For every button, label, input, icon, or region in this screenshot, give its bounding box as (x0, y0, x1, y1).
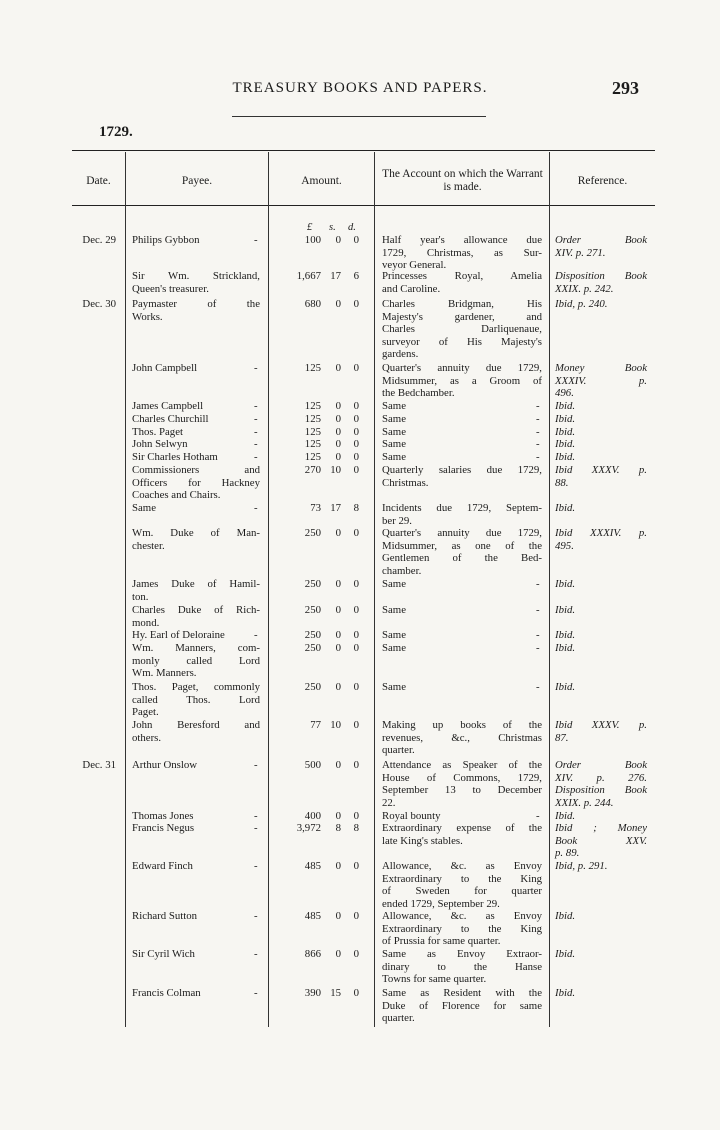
leader-dash: - (536, 451, 540, 463)
amount-pence: 0 (353, 629, 359, 641)
reference-citation: Ibid. (555, 629, 576, 641)
reference-citation: Disposition Book XXIX. p. 242. (555, 270, 647, 295)
amount-pounds: 125 (304, 426, 321, 438)
amount-pounds: 100 (304, 234, 321, 246)
amount-pounds: 73 (310, 502, 321, 514)
payee-name: Thomas Jones (132, 810, 194, 822)
amount-pounds: 125 (304, 362, 321, 374)
reference-citation: Ibid, p. 291. (555, 860, 608, 872)
reference-citation: Ibid. (555, 681, 576, 693)
column-header-account: The Account on which the Warrant is made. (382, 168, 543, 193)
amount-pounds: 400 (304, 810, 321, 822)
amount-pence: 0 (353, 759, 359, 771)
amount-shillings: 0 (335, 426, 341, 438)
leader-dash: - (254, 413, 258, 425)
account-description: Incidents due 1729, Septem- ber 29. (382, 502, 542, 527)
leader-dash: - (254, 438, 258, 450)
account-description: Same (382, 451, 406, 463)
leader-dash: - (254, 822, 258, 834)
amount-pounds: 500 (304, 759, 321, 771)
reference-citation: Ibid. (555, 502, 576, 514)
amount-shillings: 0 (335, 578, 341, 590)
account-description: Same (382, 438, 406, 450)
amount-shillings: 0 (335, 438, 341, 450)
amount-shillings: 8 (335, 822, 341, 834)
leader-dash: - (254, 948, 258, 960)
amount-shillings: 0 (335, 948, 341, 960)
amount-pence: 0 (353, 578, 359, 590)
reference-citation: Order Book XIV. p. 271. (555, 234, 647, 259)
payee-name: John Campbell (132, 362, 198, 374)
payee-name: Philips Gybbon (132, 234, 200, 246)
amount-pounds: 3,972 (296, 822, 321, 834)
leader-dash: - (536, 681, 540, 693)
leader-dash: - (536, 629, 540, 641)
amount-shillings: 0 (335, 681, 341, 693)
leader-dash: - (254, 987, 258, 999)
payee-name: Thos. Paget, commonly called Thos. Lord Paget. (132, 681, 260, 719)
reference-citation: Ibid, p. 240. (555, 298, 608, 310)
leader-dash: - (536, 578, 540, 590)
amount-shillings: 0 (335, 527, 341, 539)
reference-citation: Ibid XXXV. p. 87. (555, 719, 647, 744)
account-description: Charles Bridgman, His Majesty's gardener, and Charles Darliquenaue, surveyor of His Majesty's gardens. (382, 298, 542, 361)
payee-name: John Selwyn (132, 438, 188, 450)
account-description: Same (382, 400, 406, 412)
account-description: Extraordinary expense of the late King's stables. (382, 822, 542, 847)
entry-date: Dec. 31 (82, 759, 116, 771)
payee-name: Charles Duke of Rich- mond. (132, 604, 260, 629)
account-description: Same (382, 629, 406, 641)
payee-name: Hy. Earl of Deloraine (132, 629, 225, 641)
column-header-date: Date. (86, 174, 111, 187)
leader-dash: - (536, 426, 540, 438)
amount-pounds: 485 (304, 910, 321, 922)
leader-dash: - (254, 400, 258, 412)
page-number: 293 (612, 78, 639, 98)
reference-citation: Ibid. (555, 578, 576, 590)
amount-shillings: 0 (335, 234, 341, 246)
unit-shillings: s. (329, 222, 336, 233)
column-rule-2 (268, 152, 269, 1027)
reference-citation: Ibid. (555, 810, 576, 822)
payee-name: Paymaster of the Works. (132, 298, 260, 323)
leader-dash: - (254, 451, 258, 463)
amount-shillings: 0 (335, 642, 341, 654)
amount-pence: 0 (353, 910, 359, 922)
account-description: Quarter's annuity due 1729, Midsummer, as one of the Gentlemen of the Bed- chamber. (382, 527, 542, 577)
amount-pence: 0 (353, 604, 359, 616)
payee-name: Charles Churchill (132, 413, 209, 425)
amount-pence: 0 (353, 681, 359, 693)
amount-pence: 0 (353, 860, 359, 872)
payee-name: Arthur Onslow (132, 759, 198, 771)
column-rule-3 (374, 152, 375, 1027)
account-description: Same (382, 642, 406, 654)
column-header-amount: Amount. (301, 174, 342, 187)
leader-dash: - (536, 400, 540, 412)
amount-pence: 6 (353, 270, 359, 282)
amount-pence: 0 (353, 948, 359, 960)
running-head-title: TREASURY BOOKS AND PAPERS. (232, 80, 488, 96)
amount-pounds: 125 (304, 400, 321, 412)
amount-shillings: 0 (335, 298, 341, 310)
column-header-reference: Reference. (577, 174, 628, 187)
leader-dash: - (254, 810, 258, 822)
leader-dash: - (254, 860, 258, 872)
payee-name: Sir Wm. Strickland, Queen's treasurer. (132, 270, 260, 295)
amount-pence: 0 (353, 464, 359, 476)
amount-pence: 0 (353, 234, 359, 246)
column-rule-4 (549, 152, 550, 1027)
amount-shillings: 0 (335, 604, 341, 616)
column-header-payee: Payee. (181, 174, 213, 187)
amount-shillings: 0 (335, 860, 341, 872)
leader-dash: - (254, 362, 258, 374)
reference-citation: Ibid. (555, 413, 576, 425)
account-description: Same (382, 604, 406, 616)
reference-citation: Money Book XXXIV. p. 496. (555, 362, 647, 400)
account-description: Same (382, 426, 406, 438)
leader-dash: - (536, 438, 540, 450)
amount-pence: 0 (353, 400, 359, 412)
account-description: Quarter's annuity due 1729, Midsummer, as a Groom of the Bedchamber. (382, 362, 542, 400)
payee-name: Wm. Manners, com- monly called Lord Wm. Manners. (132, 642, 260, 680)
payee-name: James Campbell (132, 400, 204, 412)
amount-pounds: 250 (304, 629, 321, 641)
payee-name: Wm. Duke of Man- chester. (132, 527, 260, 552)
amount-pence: 0 (353, 810, 359, 822)
amount-pence: 0 (353, 642, 359, 654)
payee-name: Same (132, 502, 156, 514)
reference-citation: Ibid. (555, 400, 576, 412)
payee-name: Sir Cyril Wich (132, 948, 195, 960)
amount-shillings: 0 (335, 810, 341, 822)
amount-pence: 0 (353, 438, 359, 450)
leader-dash: - (536, 810, 540, 822)
leader-dash: - (536, 642, 540, 654)
amount-pounds: 250 (304, 681, 321, 693)
amount-pence: 0 (353, 298, 359, 310)
amount-shillings: 10 (330, 719, 341, 731)
amount-pounds: 77 (310, 719, 321, 731)
amount-pounds: 250 (304, 604, 321, 616)
amount-pence: 0 (353, 527, 359, 539)
entry-date: Dec. 29 (82, 234, 116, 246)
payee-name: Commissioners and Officers for Hackney Coaches and Chairs. (132, 464, 260, 502)
account-description: Making up books of the revenues, &c., Christmas quarter. (382, 719, 542, 757)
reference-citation: Ibid XXXV. p. 88. (555, 464, 647, 489)
reference-citation: Ibid. (555, 604, 576, 616)
account-description: Allowance, &c. as Envoy Extraordinary to the King of Prussia for same quarter. (382, 910, 542, 948)
year-heading: 1729. (99, 124, 133, 140)
account-description: Royal bounty (382, 810, 441, 822)
header-rule (232, 116, 486, 117)
account-description: Same as Envoy Extraor- dinary to the Hanse Towns for same quarter. (382, 948, 542, 986)
payee-name: Thos. Paget (132, 426, 183, 438)
account-description: Same (382, 413, 406, 425)
amount-pounds: 270 (304, 464, 321, 476)
reference-citation: Ibid. (555, 451, 576, 463)
amount-pounds: 250 (304, 642, 321, 654)
amount-pounds: 485 (304, 860, 321, 872)
amount-pence: 0 (353, 451, 359, 463)
amount-shillings: 0 (335, 629, 341, 641)
leader-dash: - (254, 234, 258, 246)
amount-pence: 8 (353, 822, 359, 834)
payee-name: Francis Negus (132, 822, 195, 834)
amount-shillings: 0 (335, 400, 341, 412)
account-description: Allowance, &c. as Envoy Extraordinary to the King of Sweden for quarter ended 1729, September 29. (382, 860, 542, 910)
account-description: Same (382, 681, 406, 693)
amount-pounds: 250 (304, 578, 321, 590)
payee-name: Francis Colman (132, 987, 201, 999)
account-description: Half year's allowance due 1729, Christmas, as Sur- veyor General. (382, 234, 542, 272)
amount-pence: 8 (353, 502, 359, 514)
account-description: Same as Resident with the Duke of Florence for same quarter. (382, 987, 542, 1025)
account-description: Princesses Royal, Amelia and Caroline. (382, 270, 542, 295)
column-rule-1 (125, 152, 126, 1027)
table-top-border (72, 150, 655, 151)
payee-name: Edward Finch (132, 860, 193, 872)
amount-shillings: 15 (330, 987, 341, 999)
amount-shillings: 0 (335, 910, 341, 922)
amount-shillings: 0 (335, 759, 341, 771)
amount-pence: 0 (353, 719, 359, 731)
unit-pounds: £ (307, 222, 313, 233)
payee-name: James Duke of Hamil- ton. (132, 578, 260, 603)
payee-name: Richard Sutton (132, 910, 198, 922)
amount-pounds: 125 (304, 451, 321, 463)
reference-citation: Ibid. (555, 426, 576, 438)
reference-citation: Ibid. (555, 948, 576, 960)
amount-shillings: 0 (335, 413, 341, 425)
reference-citation: Ibid. (555, 987, 576, 999)
leader-dash: - (536, 413, 540, 425)
payee-name: John Beresford and others. (132, 719, 260, 744)
leader-dash: - (536, 604, 540, 616)
amount-shillings: 10 (330, 464, 341, 476)
amount-shillings: 17 (330, 270, 341, 282)
amount-pounds: 125 (304, 413, 321, 425)
amount-pounds: 250 (304, 527, 321, 539)
reference-citation: Ibid. (555, 910, 576, 922)
reference-citation: Ibid ; Money Book XXV. p. 89. (555, 822, 647, 860)
unit-pence: d. (348, 222, 356, 233)
amount-pounds: 390 (304, 987, 321, 999)
amount-shillings: 17 (330, 502, 341, 514)
amount-pence: 0 (353, 362, 359, 374)
leader-dash: - (254, 759, 258, 771)
amount-pounds: 1,667 (296, 270, 321, 282)
account-description: Quarterly salaries due 1729, Christmas. (382, 464, 542, 489)
amount-pence: 0 (353, 426, 359, 438)
reference-citation: Ibid. (555, 438, 576, 450)
entry-date: Dec. 30 (82, 298, 116, 310)
reference-citation: Ibid. (555, 642, 576, 654)
leader-dash: - (254, 426, 258, 438)
payee-name: Sir Charles Hotham (132, 451, 218, 463)
leader-dash: - (254, 502, 258, 514)
leader-dash: - (254, 629, 258, 641)
reference-citation: Order Book XIV. p. 276. Disposition Book XXIX. p. 244. (555, 759, 647, 809)
amount-pounds: 680 (304, 298, 321, 310)
reference-citation: Ibid XXXIV. p. 495. (555, 527, 647, 552)
amount-pence: 0 (353, 987, 359, 999)
amount-pounds: 866 (304, 948, 321, 960)
amount-pounds: 125 (304, 438, 321, 450)
leader-dash: - (254, 910, 258, 922)
amount-shillings: 0 (335, 451, 341, 463)
account-description: Same (382, 578, 406, 590)
amount-shillings: 0 (335, 362, 341, 374)
amount-pence: 0 (353, 413, 359, 425)
account-description: Attendance as Speaker of the House of Commons, 1729, September 13 to December 22. (382, 759, 542, 809)
